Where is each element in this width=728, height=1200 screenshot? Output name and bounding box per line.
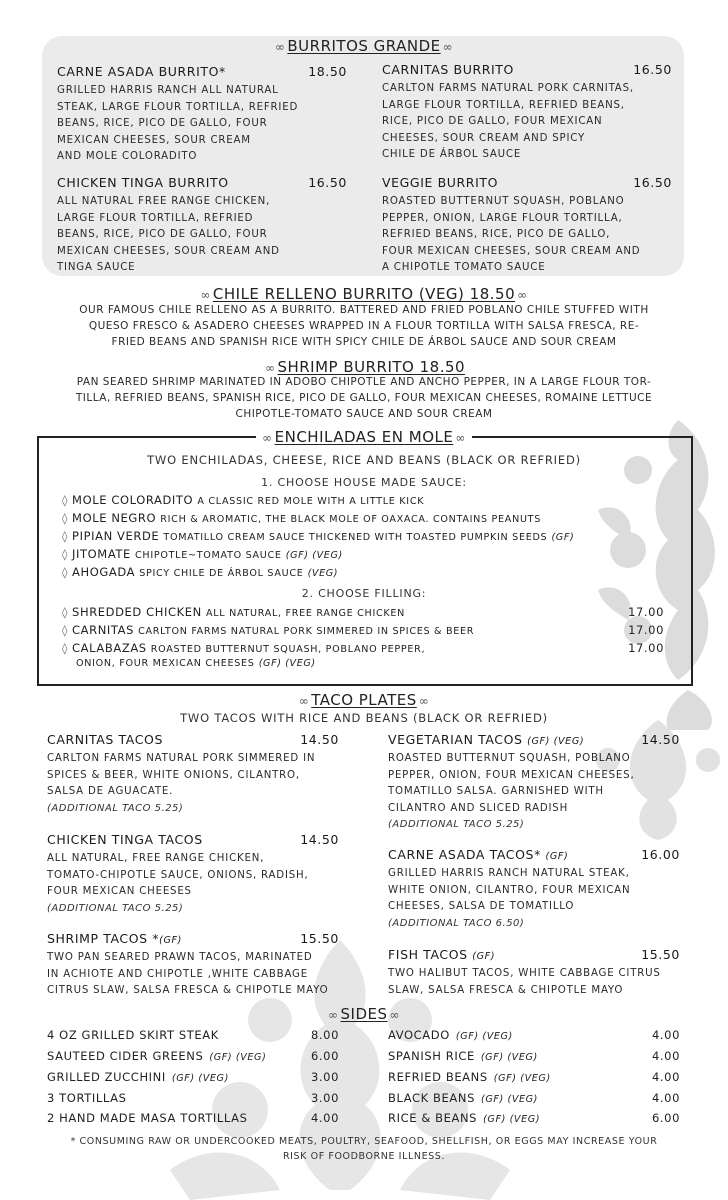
menu-item: CARNE ASADA TACOS* (GF) 16.00 GRILLED HARRIS RANCH NATURAL STEAK, WHITE ONION, CILANTRO, FOUR MEXICAN CHEESES, SALSA DE TOMATILLO (ADDITIONAL TACO 6.50) <box>388 847 680 932</box>
menu-item <box>382 62 672 164</box>
item-name: CARNE ASADA BURRITO* <box>57 64 226 79</box>
item-price: 16.50 <box>633 175 672 190</box>
shrimp-burrito-title: ∞ SHRIMP BURRITO 18.50 <box>264 358 466 376</box>
item-price: 15.50 <box>300 931 339 946</box>
item-price: 14.50 <box>300 732 339 747</box>
diamond-icon: ◊ <box>62 530 69 543</box>
filling-option: ◊ SHREDDED CHICKEN ALL NATURAL, FREE RANGE CHICKEN 17.00 <box>62 605 664 619</box>
ornament-icon: ∞ <box>389 1008 400 1022</box>
sauce-option: ◊ MOLE NEGRO RICH & AROMATIC, THE BLACK MOLE OF OAXACA. CONTAINS PEANUTS <box>62 511 542 525</box>
side-item: SAUTEED CIDER GREENS (GF) (VEG) 6.00 <box>47 1049 339 1063</box>
item-extra: (ADDITIONAL TACO 5.25) <box>47 802 184 814</box>
side-item: BLACK BEANS (GF) (VEG) 4.00 <box>388 1091 680 1105</box>
item-name: CARNE ASADA TACOS* <box>388 847 541 862</box>
item-price: 14.50 <box>641 732 680 747</box>
menu-item: VEGETARIAN TACOS (GF) (VEG) 14.50 ROASTED BUTTERNUT SQUASH, POBLANO PEPPER, ONION, FOUR MEXICAN CHEESES, TOMATILLO SALSA. GARNISHED WITH CILANTRO AND SLICED RADISH (ADDITIONAL TACO 5.25) <box>388 732 680 833</box>
item-name: CHICKEN TINGA BURRITO <box>57 175 229 190</box>
filling-option: ◊ CARNITAS CARLTON FARMS NATURAL PORK SIMMERED IN SPICES & BEER 17.00 <box>62 623 664 637</box>
menu-item <box>57 64 347 166</box>
sauce-step-heading: 1. CHOOSE HOUSE MADE SAUCE: <box>261 476 467 489</box>
filling-option: ◊ CALABAZAS ROASTED BUTTERNUT SQUASH, POBLANO PEPPER, 17.00 ONION, FOUR MEXICAN CHEESES (GF) (VEG) <box>62 641 664 669</box>
item-description: ALL NATURAL FREE RANGE CHICKEN, LARGE FLOUR TORTILLA, REFRIED BEANS, RICE, PICO DE GALLO, FOUR MEXICAN CHEESES, SOUR CREAM AND TINGA SAUCE <box>57 196 280 273</box>
filling-step-heading: 2. CHOOSE FILLING: <box>301 587 427 600</box>
item-price: 16.50 <box>308 175 347 190</box>
ornament-icon: ∞ <box>274 40 286 54</box>
side-item: GRILLED ZUCCHINI (GF) (VEG) 3.00 <box>47 1070 339 1084</box>
ornament-icon: ∞ <box>200 288 211 302</box>
item-name: CARNITAS TACOS <box>47 732 164 747</box>
menu-item <box>57 175 347 277</box>
sauce-option: ◊ PIPIAN VERDE TOMATILLO CREAM SAUCE THICKENED WITH TOASTED PUMPKIN SEEDS (GF) <box>62 529 575 543</box>
sides-section-title: ∞ SIDES ∞ <box>328 1005 400 1023</box>
item-price: 16.50 <box>633 62 672 77</box>
side-item: REFRIED BEANS (GF) (VEG) 4.00 <box>388 1070 680 1084</box>
item-description: CARLTON FARMS NATURAL PORK CARNITAS, LARGE FLOUR TORTILLA, REFRIED BEANS, RICE, PICO DE GALLO, FOUR MEXICAN CHEESES, SOUR CREAM AND SPICY CHILE DE ÁRBOL SAUCE <box>382 83 634 160</box>
ornament-icon: ∞ <box>455 431 466 445</box>
item-price: 16.00 <box>641 847 680 862</box>
ornament-icon: ∞ <box>442 40 454 54</box>
item-extra: (ADDITIONAL TACO 5.25) <box>47 902 184 914</box>
item-name: CARNITAS BURRITO <box>382 62 514 77</box>
chile-relleno-description: OUR FAMOUS CHILE RELLENO AS A BURRITO. BATTERED AND FRIED POBLANO CHILE STUFFED WITH QUESO FRESCO & ASADERO CHEESES WRAPPED IN A FLOUR TORTILLA WITH SALSA FRESCA, RE- FRIED BEANS AND SPANISH RICE WITH SPICY CHILE DE ÁRBOL SAUCE AND SOUR CREAM <box>79 304 649 348</box>
tacos-section-title: ∞ TACO PLATES ∞ <box>298 691 430 709</box>
item-description: ROASTED BUTTERNUT SQUASH, POBLANO PEPPER, ONION, LARGE FLOUR TORTILLA, REFRIED BEANS, RICE, PICO DE GALLO, FOUR MEXICAN CHEESES, SOUR CREAM AND A CHIPOTLE TOMATO SAUCE <box>382 196 641 273</box>
burritos-section-title: ∞ BURRITOS GRANDE ∞ <box>274 37 454 55</box>
ornament-icon: ∞ <box>298 694 310 708</box>
menu-item <box>382 175 672 277</box>
tacos-subtitle: TWO TACOS WITH RICE AND BEANS (BLACK OR REFRIED) <box>180 711 548 725</box>
sauce-option: ◊ JITOMATE CHIPOTLE~TOMATO SAUCE (GF) (VEG) <box>62 547 343 561</box>
shrimp-burrito-description: PAN SEARED SHRIMP MARINATED IN ADOBO CHIPOTLE AND ANCHO PEPPER, IN A LARGE FLOUR TOR- TILLA, REFRIED BEANS, SPANISH RICE, PICO DE GALLO, FOUR MEXICAN CHEESES, ROMAINE LETTUCE CHIPOTLE-TOMATO SAUCE AND SOUR CREAM <box>75 376 653 420</box>
item-price: 15.50 <box>641 947 680 962</box>
item-name: VEGETARIAN TACOS <box>388 732 523 747</box>
item-extra: (ADDITIONAL TACO 5.25) <box>388 819 525 830</box>
menu-item: SHRIMP TACOS *(GF) 15.50 TWO PAN SEARED PRAWN TACOS, MARINATED IN ACHIOTE AND CHIPOTLE ,WHITE CABBAGE CITRUS SLAW, SALSA FRESCA & CHIPOTLE MAYO <box>47 931 339 996</box>
ornament-icon: ∞ <box>517 288 528 302</box>
side-item: RICE & BEANS (GF) (VEG) 6.00 <box>388 1111 680 1125</box>
item-name: SHRIMP TACOS * <box>47 931 160 946</box>
ornament-icon: ∞ <box>264 361 276 375</box>
diamond-icon: ◊ <box>62 606 69 619</box>
filling-price: 17.00 <box>628 623 664 637</box>
filling-price: 17.00 <box>628 641 664 655</box>
side-item: 3 TORTILLAS 3.00 <box>47 1091 339 1105</box>
side-item: 4 OZ GRILLED SKIRT STEAK 8.00 <box>47 1028 339 1042</box>
diamond-icon: ◊ <box>62 566 69 579</box>
ornament-icon: ∞ <box>262 431 273 445</box>
item-description: GRILLED HARRIS RANCH ALL NATURAL STEAK, LARGE FLOUR TORTILLA, REFRIED BEANS, RICE, PICO DE GALLO, FOUR MEXICAN CHEESES, SOUR CREAM AND MOLE COLORADITO <box>57 85 299 162</box>
menu-item: CHICKEN TINGA TACOS 14.50 ALL NATURAL, FREE RANGE CHICKEN, TOMATO-CHIPOTLE SAUCE, ONIONS, RADISH, FOUR MEXICAN CHEESES (ADDITIONAL TACO 5.25) <box>47 832 339 917</box>
diamond-icon: ◊ <box>62 642 69 655</box>
food-safety-disclaimer: * CONSUMING RAW OR UNDERCOOKED MEATS, POULTRY, SEAFOOD, SHELLFISH, OR EGGS MAY INCREASE YOUR RISK OF FOODBORNE ILLNESS. <box>70 1136 658 1162</box>
enchiladas-section-title: ∞ ENCHILADAS EN MOLE ∞ <box>0 428 728 446</box>
item-extra: (ADDITIONAL TACO 6.50) <box>388 917 525 929</box>
diamond-icon: ◊ <box>62 624 69 637</box>
diamond-icon: ◊ <box>62 512 69 525</box>
side-item: AVOCADO (GF) (VEG) 4.00 <box>388 1028 680 1042</box>
filling-price: 17.00 <box>628 605 664 619</box>
chile-relleno-title: ∞ CHILE RELLENO BURRITO (VEG) 18.50 ∞ <box>200 285 528 303</box>
diamond-icon: ◊ <box>62 494 69 507</box>
menu-item: CARNITAS TACOS 14.50 CARLTON FARMS NATURAL PORK SIMMERED IN SPICES & BEER, WHITE ONIONS, CILANTRO, SALSA DE AGUACATE. (ADDITIONAL TACO 5.25) <box>47 732 339 817</box>
item-name: VEGGIE BURRITO <box>382 175 499 190</box>
menu-item: FISH TACOS (GF) 15.50 TWO HALIBUT TACOS, WHITE CABBAGE CITRUS SLAW, SALSA FRESCA & CHIPOTLE MAYO <box>388 947 680 996</box>
ornament-icon: ∞ <box>418 694 430 708</box>
sauce-option: ◊ AHOGADA SPICY CHILE DE ÁRBOL SAUCE (VEG) <box>62 565 339 579</box>
item-name: FISH TACOS <box>388 947 468 962</box>
ornament-icon: ∞ <box>328 1008 339 1022</box>
item-price: 14.50 <box>300 832 339 847</box>
side-item: 2 HAND MADE MASA TORTILLAS 4.00 <box>47 1111 339 1125</box>
side-item: SPANISH RICE (GF) (VEG) 4.00 <box>388 1049 680 1063</box>
enchiladas-subtitle: TWO ENCHILADAS, CHEESE, RICE AND BEANS (BLACK OR REFRIED) <box>147 453 581 467</box>
sauce-option: ◊ MOLE COLORADITO A CLASSIC RED MOLE WITH A LITTLE KICK <box>62 493 425 507</box>
item-name: CHICKEN TINGA TACOS <box>47 832 203 847</box>
item-price: 18.50 <box>308 64 347 79</box>
diamond-icon: ◊ <box>62 548 69 561</box>
